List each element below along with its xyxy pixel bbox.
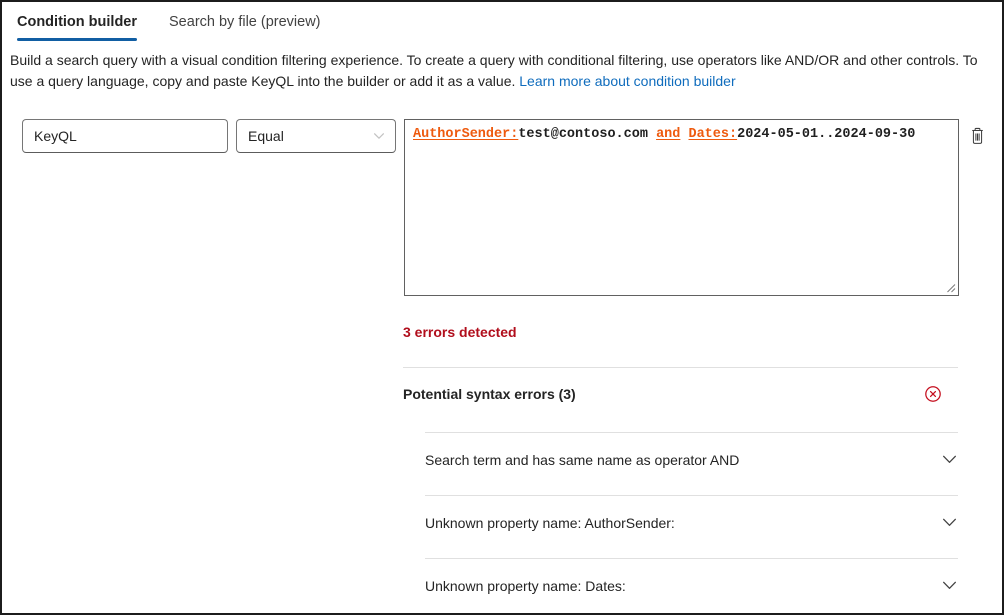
error-item-label: Search term and has same name as operator AND bbox=[425, 451, 740, 468]
learn-more-link[interactable]: Learn more about condition builder bbox=[519, 73, 736, 89]
error-circle-x-icon bbox=[924, 385, 942, 403]
operator-dropdown[interactable] bbox=[236, 119, 396, 153]
query-token: 2024-05-01..2024-09-30 bbox=[737, 127, 916, 142]
condition-row bbox=[22, 119, 994, 296]
error-section bbox=[403, 324, 958, 615]
chevron-down-icon bbox=[372, 129, 386, 143]
chevron-down-icon[interactable] bbox=[941, 577, 958, 594]
trash-icon bbox=[969, 126, 986, 146]
query-token-error: Dates: bbox=[688, 127, 738, 142]
tab-search-by-file-label: Search by file (preview) bbox=[169, 14, 321, 30]
chevron-down-icon[interactable] bbox=[941, 514, 958, 531]
query-token-error: and bbox=[656, 127, 681, 142]
syntax-errors-title: Potential syntax errors (3) bbox=[403, 386, 576, 402]
error-item-dates[interactable] bbox=[425, 559, 958, 615]
syntax-errors-header bbox=[403, 368, 958, 432]
description bbox=[10, 50, 994, 92]
resize-handle[interactable] bbox=[946, 283, 956, 293]
error-summary: 3 errors detected bbox=[403, 324, 517, 340]
query-editor[interactable] bbox=[404, 119, 959, 296]
tab-bar bbox=[8, 10, 994, 41]
operator-value: Equal bbox=[248, 128, 284, 144]
error-item-authorsender[interactable] bbox=[425, 496, 958, 558]
query-text bbox=[413, 125, 950, 145]
delete-condition-button[interactable] bbox=[969, 126, 986, 146]
error-item-and-operator[interactable] bbox=[425, 433, 958, 495]
description-text: Build a search query with a visual condition filtering experience. To create a query with conditional filtering, use operators like AND/OR and other controls. To use a query language, copy and paste KeyQL into the builder or add it as a value. bbox=[10, 52, 978, 89]
query-token bbox=[648, 127, 656, 142]
tab-condition-builder[interactable] bbox=[8, 10, 146, 41]
error-item-label: Unknown property name: AuthorSender: bbox=[425, 514, 675, 531]
tab-search-by-file[interactable] bbox=[160, 10, 330, 41]
error-item-label: Unknown property name: Dates: bbox=[425, 577, 626, 594]
query-token-error: AuthorSender: bbox=[413, 127, 519, 142]
property-input[interactable] bbox=[22, 119, 228, 153]
query-token: test@contoso.com bbox=[518, 127, 648, 142]
chevron-down-icon[interactable] bbox=[941, 451, 958, 468]
tab-condition-builder-label: Condition builder bbox=[17, 14, 138, 30]
